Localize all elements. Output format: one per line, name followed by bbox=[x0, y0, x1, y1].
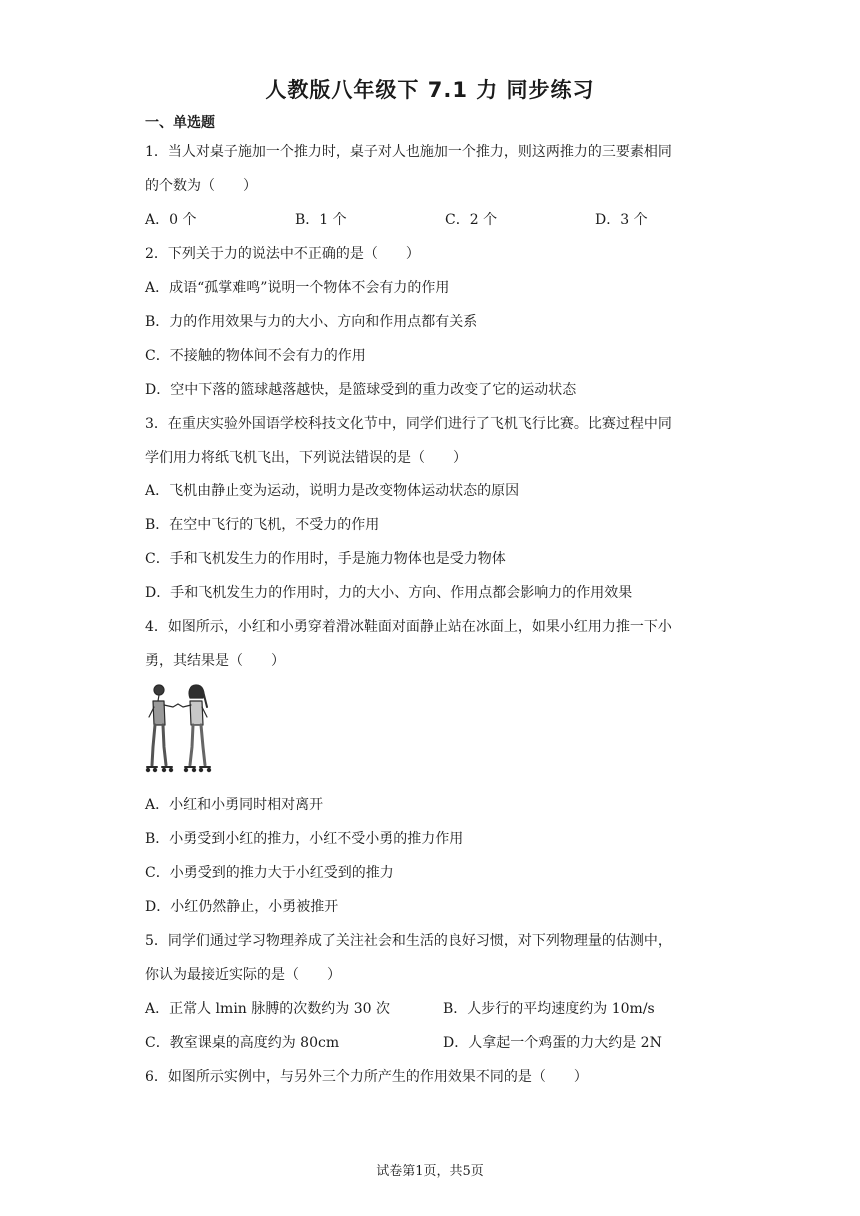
q2-option-b: B．力的作用效果与力的大小、方向和作用点都有关系 bbox=[145, 314, 478, 330]
q3-option-d: D．手和飞机发生力的作用时，力的大小、方向、作用点都会影响力的作用效果 bbox=[145, 585, 633, 601]
q4-option-b: B．小勇受到小红的推力，小红不受小勇的推力作用 bbox=[145, 831, 464, 847]
page-footer: 试卷第1页，共5页 bbox=[376, 1164, 484, 1179]
q5-stem-line2: 你认为最接近实际的是（ ） bbox=[145, 967, 341, 983]
q1-option-b: B．1 个 bbox=[295, 212, 347, 228]
q4-stem-line1: 4．如图所示，小红和小勇穿着滑冰鞋面对面静止站在冰面上，如果小红用力推一下小 bbox=[145, 619, 672, 635]
q5-stem-line1: 5．同学们通过学习物理养成了关注社会和生活的良好习惯，对下列物理量的估测中， bbox=[145, 933, 672, 949]
q2-option-c: C．不接触的物体间不会有力的作用 bbox=[145, 348, 366, 364]
q5-option-a: A．正常人 lmin 脉膊的次数约为 30 次 bbox=[145, 1001, 390, 1017]
q2-stem: 2．下列关于力的说法中不正确的是（ ） bbox=[145, 246, 420, 262]
q2-option-a: A．成语“孤掌难鸣”说明一个物体不会有力的作用 bbox=[145, 280, 450, 296]
q5-option-c: C．教室课桌的高度约为 80cm bbox=[145, 1035, 340, 1051]
q5-option-d: D．人拿起一个鸡蛋的力大约是 2N bbox=[443, 1035, 662, 1051]
q4-option-a: A．小红和小勇同时相对离开 bbox=[145, 797, 324, 813]
q1-option-d: D．3 个 bbox=[595, 212, 648, 228]
q3-stem-line1: 3．在重庆实验外国语学校科技文化节中，同学们进行了飞机飞行比赛。比赛过程中同 bbox=[145, 416, 672, 432]
q1-option-a: A．0 个 bbox=[145, 212, 197, 228]
q1-stem-line2: 的个数为（ ） bbox=[145, 178, 257, 194]
q4-stem-line2: 勇，其结果是（ ） bbox=[145, 653, 285, 669]
q3-option-c: C．手和飞机发生力的作用时，手是施力物体也是受力物体 bbox=[145, 551, 506, 567]
q3-option-a: A．飞机由静止变为运动，说明力是改变物体运动状态的原因 bbox=[145, 483, 520, 499]
q3-option-b: B．在空中飞行的飞机，不受力的作用 bbox=[145, 517, 380, 533]
q1-stem-line1: 1．当人对桌子施加一个推力时，桌子对人也施加一个推力，则这两推力的三要素相同 bbox=[145, 144, 672, 160]
q1-option-c: C．2 个 bbox=[445, 212, 498, 228]
q6-stem: 6．如图所示实例中，与另外三个力所产生的作用效果不同的是（ ） bbox=[145, 1069, 588, 1085]
q5-option-b: B．人步行的平均速度约为 10m/s bbox=[443, 1001, 655, 1017]
q2-option-d: D．空中下落的篮球越落越快，是篮球受到的重力改变了它的运动状态 bbox=[145, 382, 577, 398]
section-heading: 一、单选题 bbox=[145, 115, 215, 131]
q4-option-d: D．小红仍然静止，小勇被推开 bbox=[145, 899, 339, 915]
q3-stem-line2: 学们用力将纸飞机飞出，下列说法错误的是（ ） bbox=[145, 450, 467, 466]
q4-option-c: C．小勇受到的推力大于小红受到的推力 bbox=[145, 865, 394, 881]
page-title: 人教版八年级下 7.1 力 同步练习 bbox=[265, 78, 595, 102]
skaters-figure bbox=[143, 681, 217, 775]
